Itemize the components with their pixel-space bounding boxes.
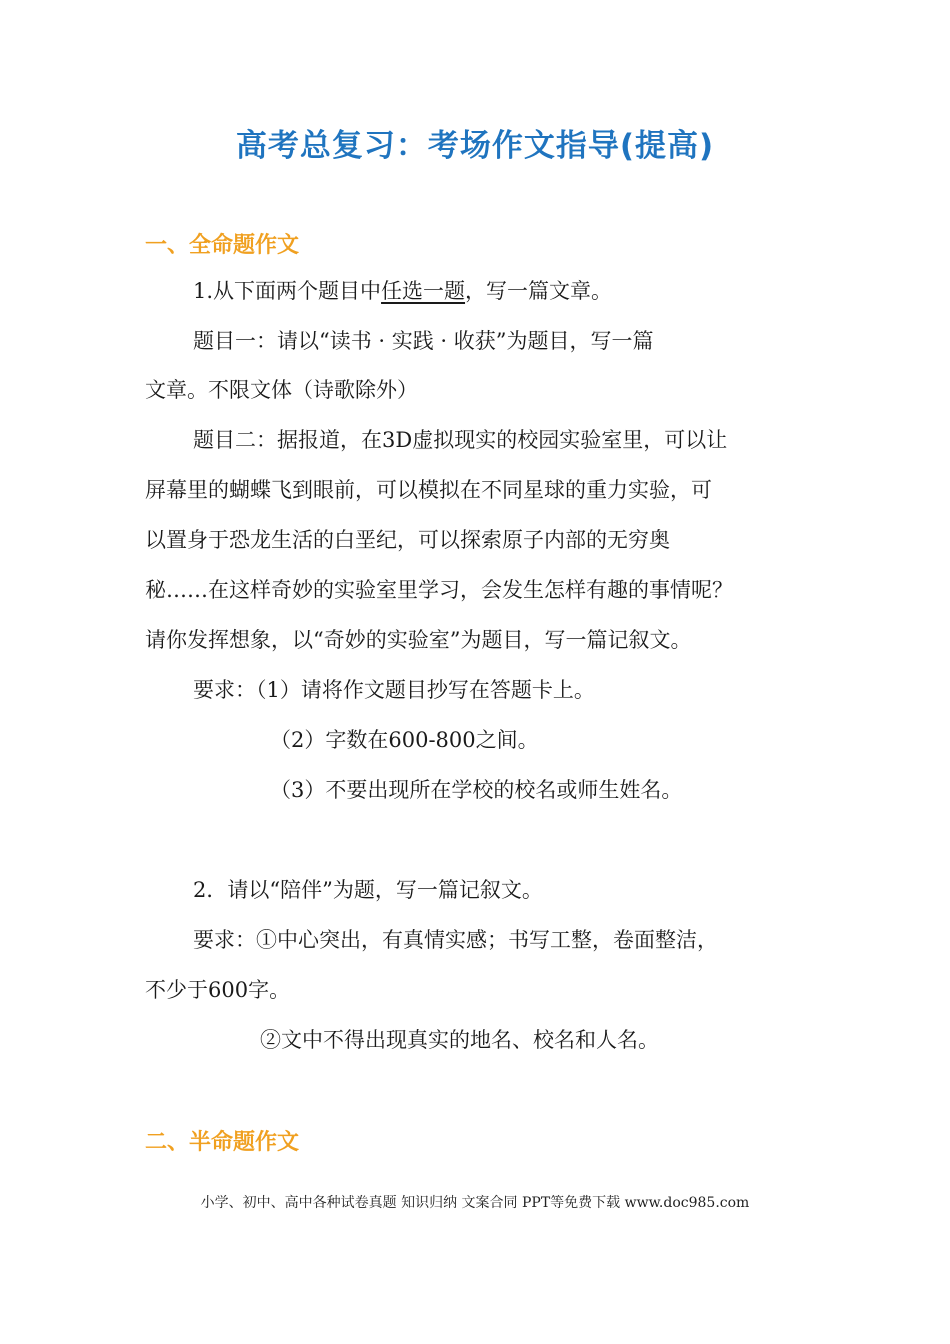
page-footer: 小学、初中、高中各种试卷真题 知识归纳 文案合同 PPT等免费下载 www.doc985.com: [200, 1195, 750, 1211]
q1-intro-underlined: 任选一题: [381, 279, 466, 303]
q1-intro: [193, 281, 612, 302]
q1-requirement-2: （2）字数在600-800之间。: [270, 728, 539, 752]
q2-requirement-line2: 不少于600字。: [145, 978, 291, 1002]
q2-requirement-line3: ②文中不得出现真实的地名、校名和人名。: [260, 1028, 659, 1052]
q1-intro-after: ，写一篇文章。: [465, 279, 613, 303]
topic2-line1: 题目二：据报道，在3D虚拟现实的校园实验室里，可以让: [193, 428, 728, 452]
topic2-line4: 秘……在这样奇妙的实验室里学习，会发生怎样有趣的事情呢？: [145, 578, 733, 602]
q1-requirement-3: （3）不要出现所在学校的校名或师生姓名。: [270, 778, 683, 802]
section-heading-1: 一、全命题作文: [145, 233, 300, 258]
topic1-line2: 文章。不限文体（诗歌除外）: [145, 378, 418, 402]
section-heading-2: 二、半命题作文: [145, 1130, 300, 1155]
topic2-line3: 以置身于恐龙生活的白垩纪，可以探索原子内部的无穷奥: [145, 528, 670, 552]
q1-intro-before: 1.从下面两个题目中: [193, 279, 382, 303]
q2-prompt: 2．请以“陪伴”为题，写一篇记叙文。: [193, 878, 543, 902]
q2-requirement-line1: 要求：①中心突出，有真情实感；书写工整，卷面整洁，: [193, 928, 718, 952]
topic2-line5: 请你发挥想象，以“奇妙的实验室”为题目，写一篇记叙文。: [145, 628, 692, 652]
topic1-line1: 题目一：请以“读书 · 实践 · 收获”为题目，写一篇: [193, 329, 654, 353]
document-title: 高考总复习：考场作文指导(提高): [235, 128, 715, 164]
q1-requirement-1: 要求：（1）请将作文题目抄写在答题卡上。: [193, 678, 595, 702]
topic2-line2: 屏幕里的蝴蝶飞到眼前，可以模拟在不同星球的重力实验，可: [145, 478, 712, 502]
